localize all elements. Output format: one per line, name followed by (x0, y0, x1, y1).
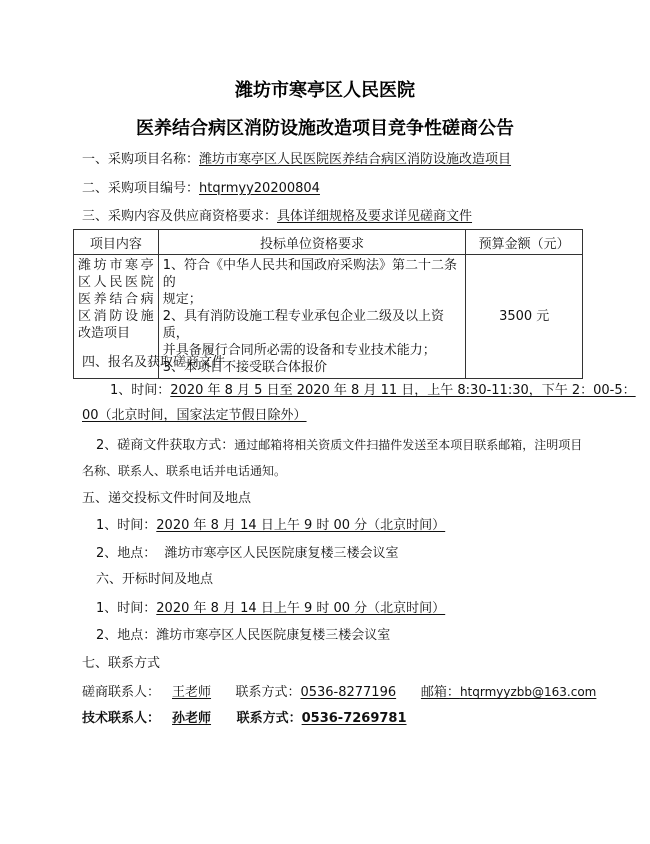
contact-1-mail-label: 邮箱： (420, 685, 460, 700)
qual-line: 3、本项目不接受联合体报价 (162, 360, 327, 375)
contact-1-tel: 0536-8277196 (300, 685, 397, 700)
contact-2-label: 技术联系人： (82, 711, 161, 726)
section-4-time-label: 1、时间： (110, 383, 171, 398)
cell-budget: 3500 元 (466, 255, 583, 379)
section-6-place-value: 潍坊市寒亭区人民医院康复楼三楼会议室 (156, 628, 391, 643)
section-5-place-label: 2、地点： (96, 546, 157, 561)
section-7-heading: 七、联系方式 (82, 656, 161, 671)
section-4-method-label: 2、磋商文件获取方式： (96, 438, 235, 453)
header-content: 项目内容 (74, 230, 159, 255)
section-4-method-text-2: 名称、联系人、联系电话并电话通知。 (82, 464, 287, 478)
section-2-value: htqrmyy20200804 (199, 181, 320, 196)
section-6-heading: 六、开标时间及地点 (96, 572, 214, 587)
section-4-time-value-1: 2020 年 8 月 5 日至 2020 年 8 月 11 日，上午 8:30-11:30，下午 2：00-5： (170, 383, 636, 398)
contact-row-2 (82, 710, 407, 728)
contact-1-name: 王老师 (172, 685, 212, 700)
section-1-value: 潍坊市寒亭区人民医院医养结合病区消防设施改造项目 (199, 152, 512, 167)
section-3-label: 三、采购内容及供应商资格要求： (82, 209, 278, 224)
section-5-time-label: 1、时间： (96, 518, 157, 533)
section-1 (82, 151, 511, 169)
section-4-heading: 四、报名及获取磋商文件 (82, 355, 226, 370)
section-6-time-value: 2020 年 8 月 14 日上午 9 时 00 分（北京时间） (156, 601, 446, 616)
contact-row-1 (82, 683, 596, 702)
header-budget: 预算金额（元） (466, 230, 583, 255)
section-1-label: 一、采购项目名称： (82, 152, 200, 167)
section-6-place-label: 2、地点： (96, 628, 157, 643)
section-2-label: 二、采购项目编号： (82, 181, 200, 196)
section-5-place-value: 潍坊市寒亭区人民医院康复楼三楼会议室 (164, 546, 399, 561)
qual-line: 2、具有消防设施工程专业承包企业二级及以上资质， (162, 309, 444, 341)
contact-2-tel: 0536-7269781 (301, 711, 407, 726)
contact-1-label: 磋商联系人： (82, 685, 161, 700)
section-4-method-text-1: 通过邮箱将相关资质文件扫描件发送至本项目联系邮箱，注明项目 (234, 438, 583, 452)
contact-1-tel-label: 联系方式： (235, 685, 301, 700)
section-4-method (96, 436, 582, 455)
section-6-time (96, 600, 445, 618)
section-6-time-label: 1、时间： (96, 601, 157, 616)
section-4-time-value-2: 00（北京时间，国家法定节假日除外） (82, 408, 307, 423)
section-3 (82, 208, 472, 226)
title-hospital: 潍坊市寒亭区人民医院 (235, 80, 415, 101)
title-announcement: 医养结合病区消防设施改造项目竞争性磋商公告 (136, 118, 514, 139)
qual-line: 并具备履行合同所必需的设备和专业技术能力； (162, 343, 436, 358)
section-4-time (110, 382, 636, 400)
contact-2-name: 孙老师 (172, 711, 212, 726)
qual-line: 1、符合《中华人民共和国政府采购法》第二十二条的 (162, 258, 457, 290)
section-4-time-cont (82, 407, 307, 425)
section-5-time-value: 2020 年 8 月 14 日上午 9 时 00 分（北京时间） (156, 518, 446, 533)
section-5-time (96, 517, 445, 535)
section-3-value: 具体详细规格及要求详见磋商文件 (277, 209, 473, 224)
cell-content: 潍坊市寒亭区人民医院医养结合病区消防设施改造项目 (74, 255, 159, 379)
section-2 (82, 180, 320, 198)
section-5-place (96, 545, 399, 563)
header-qualifications: 投标单位资格要求 (158, 230, 466, 255)
contact-1-mail[interactable]: htqrmyyzbb@163.com (459, 685, 597, 699)
section-5-heading: 五、递交投标文件时间及地点 (82, 491, 252, 506)
qual-line: 规定； (162, 292, 202, 307)
section-6-place (96, 627, 390, 645)
table-header-row (74, 230, 583, 255)
contact-2-tel-label: 联系方式： (236, 711, 302, 726)
